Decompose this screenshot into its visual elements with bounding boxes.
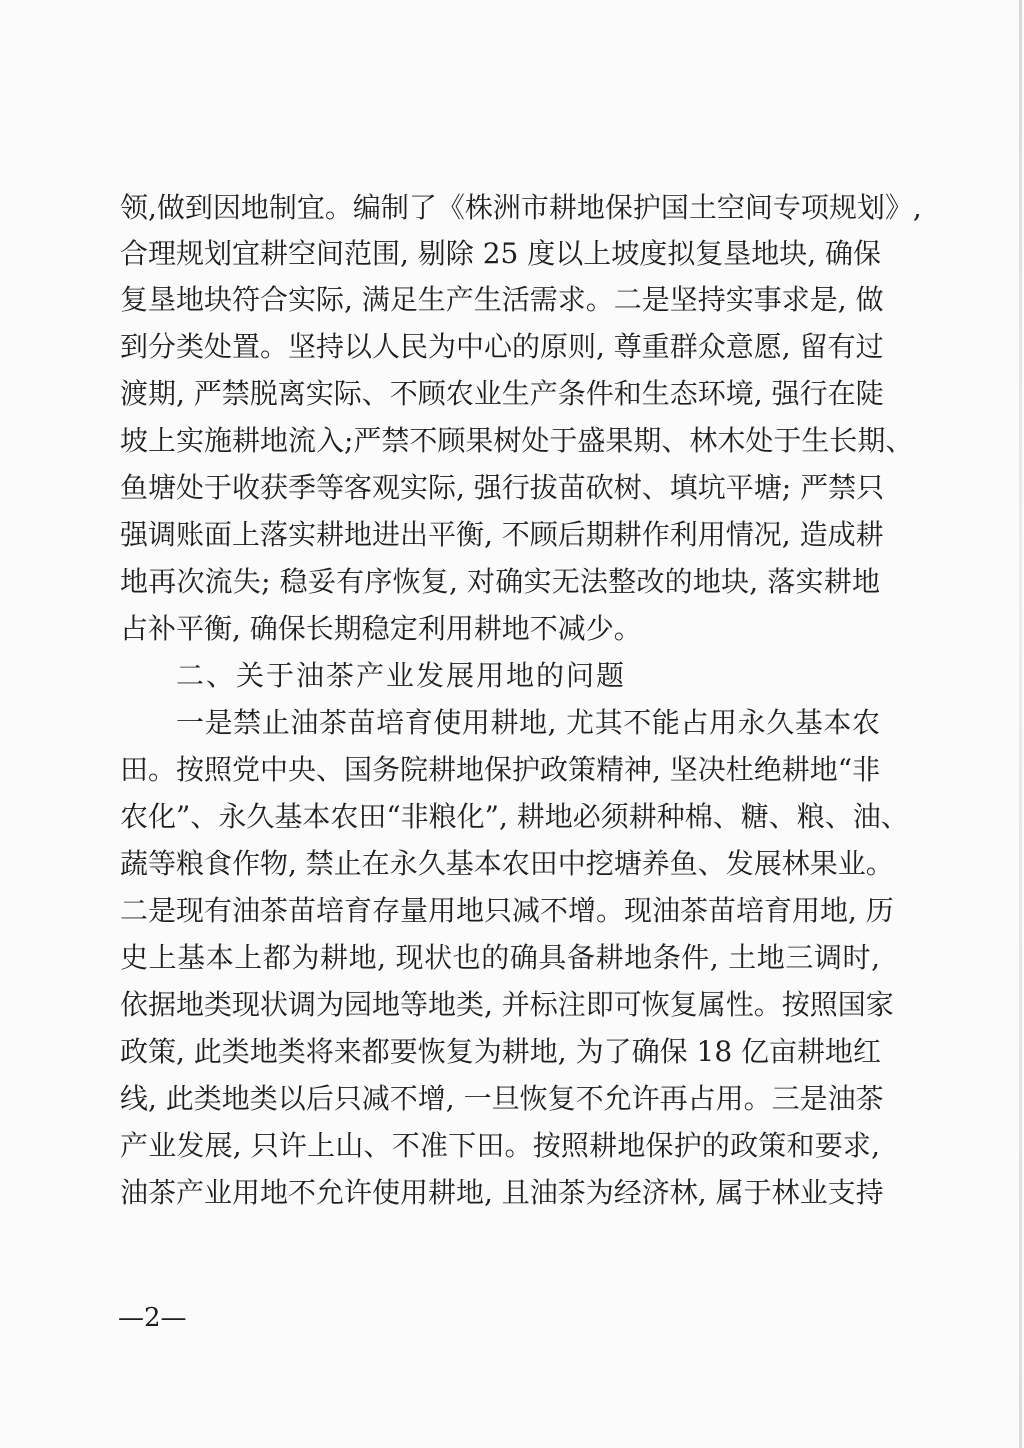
body-text-line: 渡期, 严禁脱离实际、不顾农业生产条件和生态环境, 强行在陡	[120, 377, 884, 410]
section-heading: 二、关于油茶产业发展用地的问题	[176, 659, 627, 692]
body-text-line: 一是禁止油茶苗培育使用耕地, 尤其不能占用永久基本农	[176, 706, 880, 739]
body-text-line: 坡上实施耕地流入;严禁不顾果树处于盛果期、林木处于生长期、	[120, 424, 914, 457]
body-text-line: 地再次流失; 稳妥有序恢复, 对确实无法整改的地块, 落实耕地	[120, 565, 880, 598]
body-text-line: 鱼塘处于收获季等客观实际, 强行拔苗砍树、填坑平塘; 严禁只	[120, 471, 885, 504]
page-number: —2—	[118, 1303, 187, 1333]
body-text-line: 史上基本上都为耕地, 现状也的确具备耕地条件, 土地三调时,	[120, 941, 880, 974]
scan-edge-divider	[1019, 0, 1022, 1448]
body-text-line: 农化”、永久基本农田“非粮化”, 耕地必须耕种棉、糖、粮、油、	[120, 800, 909, 833]
body-text-line: 线, 此类地类以后只减不增, 一旦恢复不允许再占用。三是油茶	[120, 1082, 884, 1115]
body-text-line: 油茶产业用地不允许使用耕地, 且油茶为经济林, 属于林业支持	[120, 1176, 884, 1209]
body-text-line: 政策, 此类地类将来都要恢复为耕地, 为了确保 18 亿亩耕地红	[120, 1035, 882, 1068]
body-text-line: 产业发展, 只许上山、不准下田。按照耕地保护的政策和要求,	[120, 1129, 880, 1162]
body-text-line: 占补平衡, 确保长期稳定利用耕地不减少。	[120, 612, 642, 645]
body-text-line: 合理规划宜耕空间范围, 剔除 25 度以上坡度拟复垦地块, 确保	[120, 237, 882, 270]
body-text-line: 领,做到因地制宜。编制了《株洲市耕地保护国土空间专项规划》,	[120, 191, 922, 224]
body-text-line: 到分类处置。坚持以人民为中心的原则, 尊重群众意愿, 留有过	[120, 330, 884, 363]
body-text-line: 强调账面上落实耕地进出平衡, 不顾后期耕作利用情况, 造成耕	[120, 518, 884, 551]
body-text-line: 依据地类现状调为园地等地类, 并标注即可恢复属性。按照国家	[120, 988, 894, 1021]
body-text-line: 二是现有油茶苗培育存量用地只减不增。现油茶苗培育用地, 历	[120, 894, 894, 927]
body-text-line: 田。按照党中央、国务院耕地保护政策精神, 坚决杜绝耕地“非	[120, 753, 881, 786]
body-text-line: 复垦地块符合实际, 满足生产生活需求。二是坚持实事求是, 做	[120, 283, 884, 316]
body-text-line: 蔬等粮食作物, 禁止在永久基本农田中挖塘养鱼、发展林果业。	[120, 847, 894, 880]
